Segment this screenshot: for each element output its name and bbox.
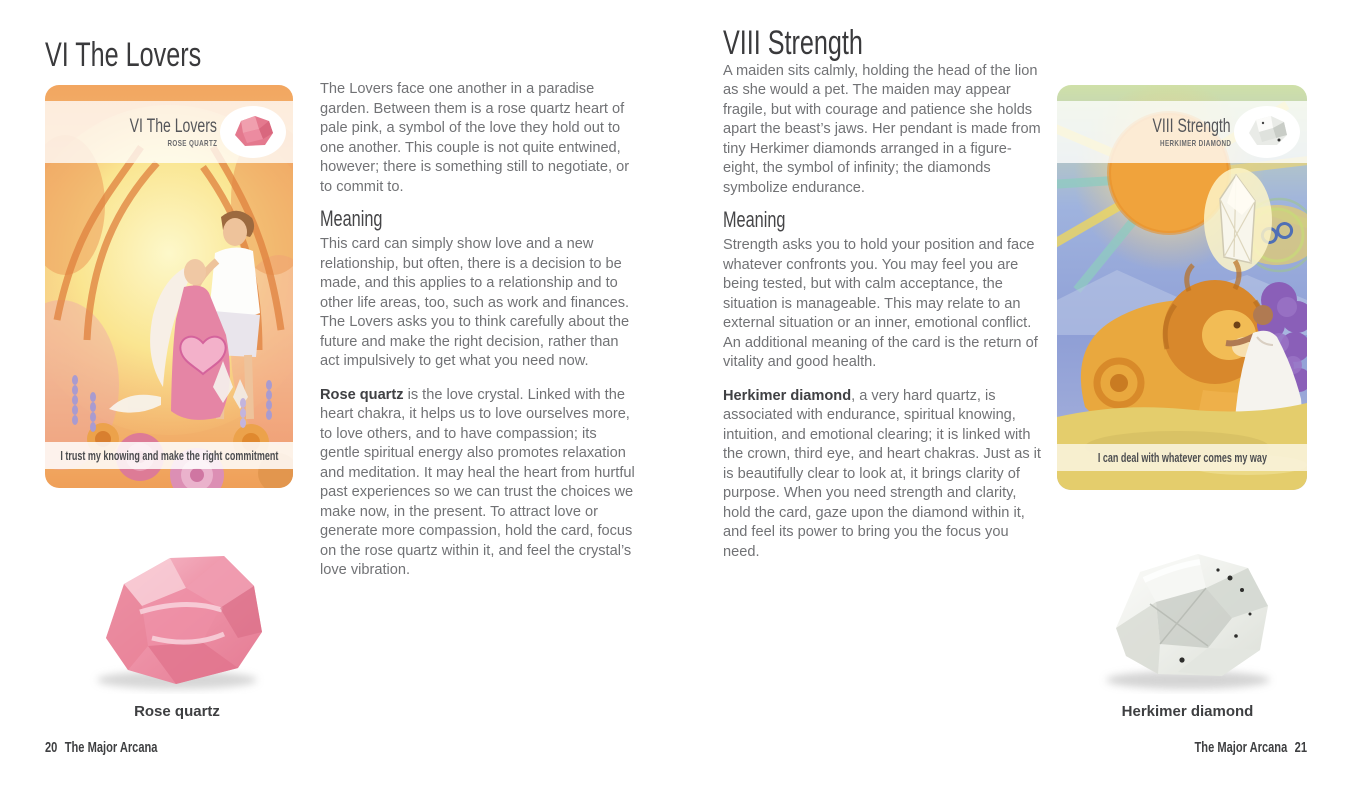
herkimer-diamond-photo xyxy=(1090,544,1285,720)
herkimer-diamond-stone-icon xyxy=(1234,106,1300,158)
left-page-number: 20 xyxy=(45,739,58,756)
left-footer-section: The Major Arcana xyxy=(64,739,158,756)
rose-quartz-caption: Rose quartz xyxy=(134,703,220,720)
left-page-title xyxy=(45,36,256,75)
rose-quartz-stone-icon xyxy=(220,106,286,158)
lovers-intro: The Lovers face one another in a paradise garden. Between them is a rose quartz heart of pale pink, a symbol of the love they hold out to one another. This couple is not quite entwined, however; there is something still to negotiate, or to commit to. xyxy=(320,81,630,195)
right-body-column xyxy=(723,24,1041,562)
rose-quartz-lead: Rose quartz xyxy=(320,386,404,403)
herkimer-crystal-art xyxy=(1204,168,1272,272)
right-footer-section: The Major Arcana xyxy=(1194,739,1288,756)
lovers-affirmation: I trust my knowing and make the right commitment xyxy=(59,448,279,463)
lovers-crystal-paragraph: Rose quartz is the love crystal. Linked with the heart chakra, it helps us to love ourselves more, to love others, and to have compassion; its gentle spiritual energy also promotes relaxation and meditation. It may heal the heart from hurtful past experiences so we can trust the choices we make now, in the present. To attract love or generate more compassion, hold the card, focus on the rose quartz within it, and feel the crystal’s love vibration. xyxy=(320,386,635,578)
strength-crystal-paragraph: Herkimer diamond, a very hard quartz, is associated with endurance, spiritual knowing, intuition, and emotional clearing; it is linked with the crown, third eye, and heart chakras. Just as it is beautifully clear to look at, it brings clarity of purpose. When you need strength and clarity, hold the card, gaze upon the diamond within it, and feel its power to bring you the focus you need. xyxy=(723,387,1041,560)
strength-affirmation: I can deal with whatever comes my way xyxy=(1097,450,1267,465)
right-page-title-text: VIII Strength xyxy=(723,24,863,62)
herkimer-diamond-image xyxy=(1090,544,1285,694)
herkimer-diamond-caption: Herkimer diamond xyxy=(1121,703,1254,720)
lovers-card-subtitle: ROSE QUARTZ xyxy=(167,137,217,148)
rose-quartz-photo xyxy=(82,546,272,720)
herkimer-lead: Herkimer diamond xyxy=(723,387,852,404)
left-footer xyxy=(45,739,197,756)
lovers-meaning: This card can simply show love and a new relationship, but often, there is a decision to be made, and this applies to a relationship and to other life areas, too, such as work and finances. The Lovers asks you to think carefully about the future and make the right decision, rather than act impulsively to get what you need now. xyxy=(320,236,630,369)
lovers-card xyxy=(45,85,293,488)
right-footer xyxy=(1155,739,1307,756)
right-meaning-heading: Meaning xyxy=(723,207,786,232)
lovers-affirmation-band xyxy=(45,442,293,469)
left-body-column xyxy=(320,80,638,581)
left-page-title-text: VI The Lovers xyxy=(45,36,202,74)
strength-intro: A maiden sits calmly, holding the head of the lion as she would a pet. The maiden may appear fragile, but with courage and patience she holds apart the beast’s jaws. Her pendant is made from tiny Herkimer diamonds arranged in a figure-eight, the symbol of infinity; the diamonds symbolize endurance. xyxy=(723,62,1041,196)
right-page-number: 21 xyxy=(1294,739,1307,756)
strength-card-subtitle: HERKIMER DIAMOND xyxy=(1159,137,1231,148)
rose-quartz-image xyxy=(82,546,272,694)
strength-card xyxy=(1057,85,1307,490)
left-meaning-heading: Meaning xyxy=(320,206,383,231)
right-page-title xyxy=(723,24,1041,62)
strength-affirmation-band xyxy=(1057,444,1307,471)
strength-meaning: Strength asks you to hold your position and face whatever confronts you. You may feel you are being tested, but with calm acceptance, the situation is manageable. This may relate to an external situation or an inner, emotional conflict. An additional meaning of the card is the return of vitality and good health. xyxy=(723,237,1038,370)
lovers-card-title: VI The Lovers xyxy=(129,115,217,137)
strength-card-title: VIII Strength xyxy=(1152,115,1231,137)
